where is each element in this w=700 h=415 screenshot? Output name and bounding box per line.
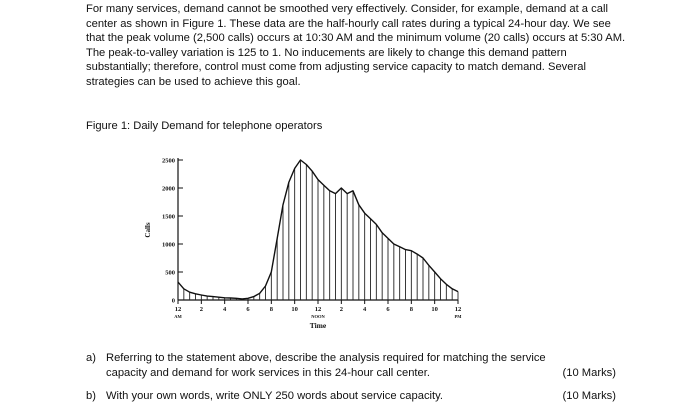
question-b-marks: (10 Marks): [562, 390, 616, 402]
x-axis-label: Time: [309, 321, 327, 330]
y-tick-label: 2500: [162, 157, 175, 165]
x-tick-label: 10: [431, 306, 438, 313]
x-tick-label: 10: [291, 306, 298, 313]
y-tick-label: 1000: [162, 241, 175, 249]
x-tick-label: 8: [409, 306, 413, 313]
x-tick-label: 4: [223, 306, 227, 313]
intro-paragraph: For many services, demand cannot be smoothed very effectively. Consider, for example, demand at a call center as shown in Figure 1. These data are the half-hourly call rates during a typical 24-hour day. We see that the peak volume (2,500 calls) occurs at 10:30 AM and the minimum volume (20 calls) occurs at 5:30 AM. The peak-to-valley variation is 125 to 1. No inducements are likely to change this demand pattern substantially; therefore, control must come from adjusting service capacity to match demand. Several strategies can be used to achieve this goal.: [86, 3, 626, 88]
x-tick-label: 12: [314, 306, 322, 313]
x-tick-sublabel: AM: [174, 314, 182, 319]
x-tick-label: 6: [246, 306, 250, 313]
question-a: [86, 351, 616, 381]
x-tick-sublabel: NOON: [311, 314, 325, 319]
y-axis-label: Calls: [144, 222, 152, 238]
x-tick-sublabel: PM: [454, 314, 462, 319]
x-tick-label: 8: [269, 306, 273, 313]
x-tick-label: 6: [386, 306, 390, 313]
question-a-label: a): [86, 352, 96, 364]
x-tick-label: 2: [199, 306, 203, 313]
x-tick-label: 4: [363, 306, 367, 313]
x-tick-label: 12: [174, 306, 182, 313]
x-tick-label: 2: [339, 306, 343, 313]
y-tick-label: 1500: [162, 213, 175, 221]
question-a-text: Referring to the statement above, describe the analysis required for matching the service capacity and demand for work services in this 24-hour call center.: [106, 352, 546, 379]
question-b: [86, 389, 616, 405]
question-b-text: With your own words, write ONLY 250 words about service capacity.: [106, 390, 444, 402]
figure-caption: Figure 1: Daily Demand for telephone operators: [86, 120, 323, 132]
question-a-marks: (10 Marks): [562, 366, 616, 379]
y-tick-label: 500: [165, 269, 175, 277]
x-tick-label: 12: [454, 306, 462, 313]
y-tick-label: 0: [171, 297, 175, 305]
y-tick-label: 2000: [162, 185, 175, 193]
plot-area: [162, 158, 462, 320]
daily-demand-chart: [140, 148, 480, 333]
question-b-label: b): [86, 390, 96, 402]
